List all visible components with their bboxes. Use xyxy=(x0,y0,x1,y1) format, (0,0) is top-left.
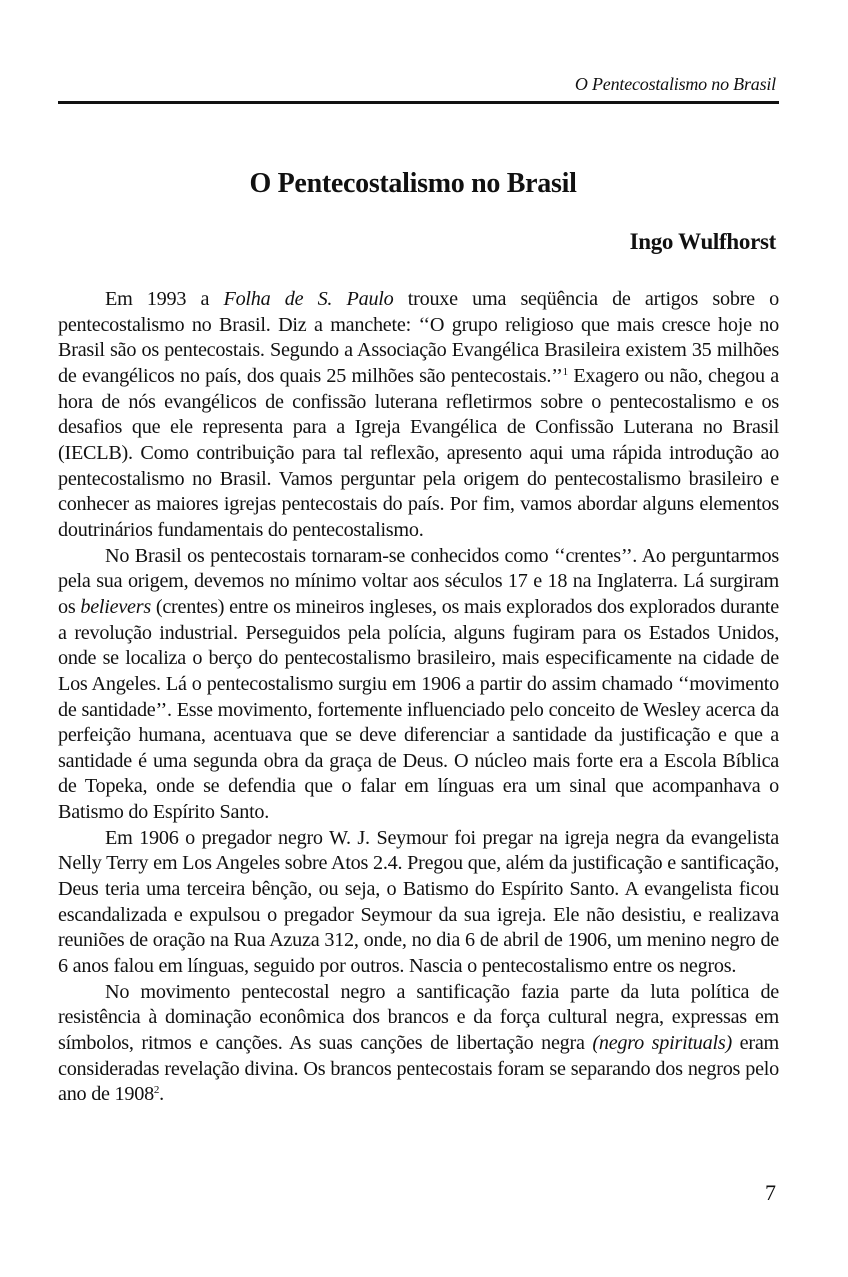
text-run: Em 1906 o pregador negro W. J. Seymour foi pregar na igreja negra da evangelista Nelly Terry em Los Angeles sobre Atos 2.4. Pregou que, além da justificação e santificação, Deus teria uma terceira bênção, ou seja, o Batismo do Espírito Santo. A evangelista ficou escandalizada e expulsou o pregador Seymour da sua igreja. Ele não desistiu, e realizava reuniões de oração na Rua Azuza 312, onde, no dia 6 de abril de 1906, um menino negro de 6 anos falou em línguas, seguido por outros. Nascia o pentecostalismo entre os negros. xyxy=(58,826,779,978)
running-head: O Pentecostalismo no Brasil xyxy=(574,74,776,94)
article-title: O Pentecostalismo no Brasil xyxy=(249,168,577,199)
text-run: (crentes) entre os mineiros ingleses, os mais explorados dos explorados durante a revolução industrial. Perseguidos pela polícia, alguns fugiram para os Estados Unidos, onde se localiza o berço do pentecostalismo brasileiro, mais especificamente na cidade de Los Angeles. Lá o pentecostalismo surgiu em 1906 a partir do assim chamado ‘‘movimento de santidade’’. Esse movimento, fortemente influenciado pelo conceito de Wesley acerca da perfeição humana, acentuava que se deve diferenciar a santidade da justificação e que a santidade é uma segunda obra da graça de Deus. O núcleo mais forte era a Escola Bíblica de Topeka, onde se defendia que o falar em línguas era um sinal que acompanhava o Batismo do Espírito Santo. xyxy=(58,595,779,824)
text-run: . xyxy=(159,1083,164,1106)
italic-text: believers xyxy=(80,595,151,618)
text-run: trouxe uma seqüência de artigos sobre o pentecostalismo no Brasil. Diz a manchete: ‘‘O grupo religioso que mais cresce hoje no Brasil são os pentecostais. Segundo a Associação Evangélica Brasileira existem 35 milhões de evangélicos no país, dos quais 25 milhões são pentecostais.’’ xyxy=(58,288,780,387)
italic-text: Folha de S. Paulo xyxy=(223,288,394,310)
article-body xyxy=(58,287,779,1108)
text-run: Em 1993 a xyxy=(105,288,224,310)
author-name: Ingo Wulfhorst xyxy=(629,229,776,254)
italic-text: (negro spirituals) xyxy=(592,1032,732,1055)
text-run: No movimento pentecostal negro a santificação fazia parte da luta política de resistência à dominação econômica dos brancos e da força cultural negra, expressas em símbolos, ritmos e canções. As suas canções de libertação negra xyxy=(58,980,779,1055)
text-run: No Brasil os pentecostais tornaram-se conhecidos como ‘‘crentes’’. Ao perguntarmos pela sua origem, devemos no mínimo voltar aos séculos 17 e 18 na Inglaterra. Lá surgiram os xyxy=(58,544,779,618)
footnote-reference: 2 xyxy=(153,1084,160,1097)
page-number: 7 xyxy=(765,1180,776,1205)
paragraph xyxy=(58,980,779,1108)
text-run: Exagero ou não, chegou a hora de nós evangélicos de confissão luterana refletirmos sobre o pentecostalismo e os desafios que ele representa para a Igreja Evangélica de Confissão Luterana no Brasil (IECLB). Como contribuição para tal reflexão, apresento aqui uma rápida introdução ao pentecostalismo no Brasil. Vamos perguntar pela origem do pentecostalismo brasileiro e conhecer as maiores igrejas pentecostais do país. Por fim, vamos abordar alguns elementos doutrinários fundamentais do pentecostalismo. xyxy=(58,364,779,541)
paragraph xyxy=(58,287,779,544)
paragraph xyxy=(58,826,779,980)
text-run: eram consideradas revelação divina. Os brancos pentecostais foram se separando dos negros pelo ano de 1908 xyxy=(58,1032,779,1106)
footnote-reference: 1 xyxy=(562,365,568,378)
paragraph xyxy=(58,544,779,826)
header-rule xyxy=(58,101,779,104)
